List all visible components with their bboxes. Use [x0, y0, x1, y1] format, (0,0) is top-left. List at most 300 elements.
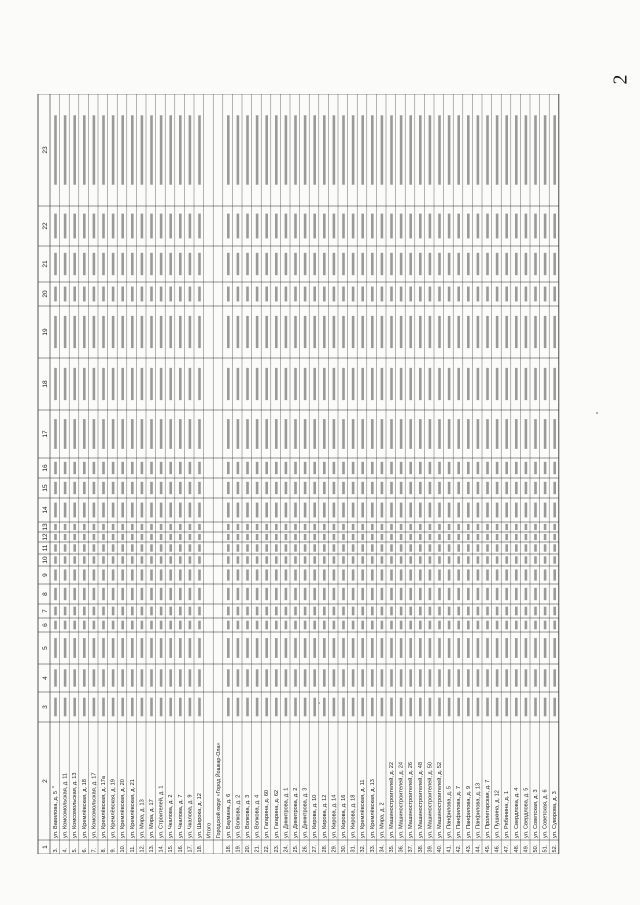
illegible-cell-value: [227, 287, 230, 302]
illegible-cell-value: [313, 419, 316, 449]
illegible-cell-value: [83, 569, 86, 580]
illegible-cell-value: [553, 115, 556, 184]
illegible-cell-value: [121, 524, 124, 530]
illegible-cell-value: [285, 569, 288, 580]
illegible-cell-value: [93, 214, 96, 239]
row-address: ул. Пролетарская, д. 7: [485, 779, 491, 838]
illegible-cell-value: [342, 534, 345, 540]
row-address: ул. Мира, д. 2: [379, 802, 386, 838]
illegible-cell-value: [73, 669, 76, 686]
illegible-cell-value: [544, 569, 547, 580]
row-number: 39.: [427, 844, 434, 853]
row-number: 20.: [245, 844, 251, 853]
illegible-cell-value: [419, 462, 422, 474]
illegible-cell-value: [534, 115, 537, 184]
illegible-cell-value: [150, 638, 153, 658]
illegible-cell-value: [64, 503, 67, 518]
illegible-cell-value: [141, 621, 144, 630]
illegible-cell-value: [131, 253, 134, 275]
illegible-cell-value: [438, 462, 441, 474]
illegible-cell-value: [544, 588, 547, 600]
illegible-cell-value: [265, 419, 268, 449]
illegible-cell-value: [457, 316, 460, 348]
illegible-cell-value: [553, 544, 556, 551]
illegible-cell-value: [285, 638, 288, 658]
illegible-cell-value: [313, 638, 316, 658]
illegible-cell-value: [496, 524, 499, 530]
illegible-cell-value: [131, 214, 134, 239]
illegible-cell-value: [64, 621, 67, 630]
illegible-cell-value: [496, 621, 499, 630]
illegible-cell-value: [553, 669, 556, 686]
illegible-cell-value: [198, 482, 201, 494]
illegible-cell-value: [448, 368, 451, 400]
row-address: ул. Гагарина, д. 62: [273, 789, 280, 838]
illegible-cell-value: [169, 287, 172, 302]
illegible-cell-value: [93, 419, 96, 449]
illegible-cell-value: [390, 316, 393, 348]
illegible-cell-value: [352, 638, 355, 658]
row-number: 12.: [139, 844, 146, 853]
illegible-cell-value: [256, 214, 259, 239]
illegible-cell-value: [361, 115, 364, 184]
illegible-cell-value: [371, 698, 374, 717]
illegible-cell-value: [246, 534, 249, 540]
scan-speck: [596, 412, 598, 414]
illegible-cell-value: [429, 368, 432, 400]
illegible-cell-value: [486, 316, 489, 348]
illegible-cell-value: [409, 482, 412, 494]
row-number: 48.: [513, 844, 520, 853]
illegible-cell-value: [323, 669, 326, 686]
illegible-cell-value: [73, 214, 76, 239]
illegible-cell-value: [544, 419, 547, 449]
row-address: ул. Советская, д. 3: [533, 789, 539, 838]
illegible-cell-value: [477, 419, 480, 449]
illegible-cell-value: [467, 698, 470, 717]
illegible-cell-value: [381, 214, 384, 239]
illegible-cell-value: [294, 556, 297, 563]
illegible-cell-value: [160, 368, 163, 400]
illegible-cell-value: [457, 544, 460, 551]
illegible-cell-value: [438, 482, 441, 494]
illegible-cell-value: [438, 607, 441, 616]
illegible-cell-value: [304, 534, 307, 540]
illegible-cell-value: [409, 638, 412, 658]
illegible-cell-value: [179, 607, 182, 616]
illegible-cell-value: [409, 115, 412, 184]
illegible-cell-value: [438, 368, 441, 400]
illegible-cell-value: [93, 462, 96, 474]
illegible-cell-value: [83, 253, 86, 275]
illegible-cell-value: [265, 214, 268, 239]
illegible-cell-value: [237, 368, 240, 400]
illegible-cell-value: [131, 669, 134, 686]
illegible-cell-value: [419, 524, 422, 530]
illegible-cell-value: [390, 462, 393, 474]
illegible-cell-value: [256, 253, 259, 275]
illegible-cell-value: [265, 482, 268, 494]
illegible-cell-value: [496, 544, 499, 551]
illegible-cell-value: [198, 503, 201, 518]
illegible-cell-value: [333, 482, 336, 494]
illegible-cell-value: [304, 316, 307, 348]
illegible-cell-value: [467, 316, 470, 348]
illegible-cell-value: [179, 462, 182, 474]
illegible-cell-value: [429, 544, 432, 551]
illegible-cell-value: [448, 607, 451, 616]
illegible-cell-value: [102, 569, 105, 580]
illegible-cell-value: [486, 607, 489, 616]
illegible-cell-value: [304, 503, 307, 518]
row-address: ул. Волкова, д. 3: [245, 794, 251, 838]
illegible-cell-value: [179, 419, 182, 449]
illegible-cell-value: [256, 503, 259, 518]
illegible-cell-value: [131, 368, 134, 400]
illegible-cell-value: [169, 544, 172, 551]
row-address: ул. Кирова, д. 16: [341, 794, 347, 838]
illegible-cell-value: [179, 588, 182, 600]
row-number: 14.: [158, 844, 165, 853]
illegible-cell-value: [112, 287, 115, 302]
illegible-cell-value: [256, 544, 259, 551]
illegible-cell-value: [342, 214, 345, 239]
illegible-cell-value: [496, 482, 499, 494]
illegible-cell-value: [419, 638, 422, 658]
illegible-cell-value: [141, 253, 144, 275]
illegible-cell-value: [467, 588, 470, 600]
illegible-cell-value: [54, 638, 57, 658]
illegible-cell-value: [361, 556, 364, 563]
illegible-cell-value: [275, 462, 278, 474]
illegible-cell-value: [275, 621, 278, 630]
illegible-cell-value: [285, 534, 288, 540]
illegible-cell-value: [477, 115, 480, 184]
illegible-cell-value: [54, 482, 57, 494]
illegible-cell-value: [448, 214, 451, 239]
illegible-cell-value: [342, 287, 345, 302]
illegible-cell-value: [467, 253, 470, 275]
illegible-cell-value: [102, 482, 105, 494]
illegible-cell-value: [496, 462, 499, 474]
illegible-cell-value: [419, 569, 422, 580]
illegible-cell-value: [553, 482, 556, 494]
illegible-cell-value: [400, 462, 403, 474]
illegible-cell-value: [496, 115, 499, 184]
illegible-cell-value: [304, 419, 307, 449]
illegible-cell-value: [419, 556, 422, 563]
illegible-cell-value: [515, 253, 518, 275]
illegible-cell-value: [285, 588, 288, 600]
illegible-cell-value: [189, 621, 192, 630]
illegible-cell-value: [189, 638, 192, 658]
illegible-cell-value: [265, 556, 268, 563]
illegible-cell-value: [160, 287, 163, 302]
illegible-cell-value: [141, 556, 144, 563]
illegible-cell-value: [83, 698, 86, 717]
illegible-cell-value: [448, 115, 451, 184]
illegible-cell-value: [505, 214, 508, 239]
illegible-cell-value: [227, 556, 230, 563]
illegible-cell-value: [275, 544, 278, 551]
illegible-cell-value: [534, 316, 537, 348]
illegible-cell-value: [54, 534, 57, 540]
illegible-cell-value: [275, 419, 278, 449]
illegible-cell-value: [131, 287, 134, 302]
illegible-cell-value: [477, 503, 480, 518]
illegible-cell-value: [179, 368, 182, 400]
illegible-cell-value: [102, 544, 105, 551]
illegible-cell-value: [400, 698, 403, 717]
illegible-cell-value: [477, 588, 480, 600]
illegible-cell-value: [371, 524, 374, 530]
illegible-cell-value: [131, 419, 134, 449]
illegible-cell-value: [515, 316, 518, 348]
illegible-cell-value: [342, 316, 345, 348]
illegible-cell-value: [304, 462, 307, 474]
illegible-cell-value: [83, 287, 86, 302]
illegible-cell-value: [160, 253, 163, 275]
illegible-cell-value: [505, 569, 508, 580]
illegible-cell-value: [515, 544, 518, 551]
illegible-cell-value: [438, 534, 441, 540]
illegible-cell-value: [169, 253, 172, 275]
illegible-cell-value: [179, 544, 182, 551]
illegible-cell-value: [323, 621, 326, 630]
illegible-cell-value: [505, 253, 508, 275]
illegible-cell-value: [198, 544, 201, 551]
illegible-cell-value: [275, 638, 278, 658]
row-number: 13.: [149, 844, 155, 853]
illegible-cell-value: [352, 534, 355, 540]
illegible-cell-value: [246, 419, 249, 449]
header-number: 8: [42, 592, 49, 596]
illegible-cell-value: [534, 482, 537, 494]
illegible-cell-value: [525, 419, 528, 449]
illegible-cell-value: [169, 569, 172, 580]
illegible-cell-value: [304, 588, 307, 600]
illegible-cell-value: [515, 482, 518, 494]
row-number: 47.: [504, 844, 511, 853]
illegible-cell-value: [256, 607, 259, 616]
row-number: 49.: [523, 844, 530, 853]
row-number: 4.: [62, 847, 69, 853]
illegible-cell-value: [496, 287, 499, 302]
illegible-cell-value: [227, 638, 230, 658]
illegible-cell-value: [323, 115, 326, 184]
illegible-cell-value: [121, 368, 124, 400]
illegible-cell-value: [246, 287, 249, 302]
illegible-cell-value: [141, 524, 144, 530]
illegible-cell-value: [227, 462, 230, 474]
illegible-cell-value: [169, 669, 172, 686]
illegible-cell-value: [160, 503, 163, 518]
illegible-cell-value: [160, 698, 163, 717]
illegible-cell-value: [112, 534, 115, 540]
illegible-cell-value: [189, 115, 192, 184]
row-address: ул. Кремлёвская, д. 11: [360, 779, 367, 838]
illegible-cell-value: [313, 534, 316, 540]
row-number: 18.: [197, 844, 203, 853]
illegible-cell-value: [525, 621, 528, 630]
illegible-cell-value: [304, 698, 307, 717]
illegible-cell-value: [496, 698, 499, 717]
illegible-cell-value: [361, 621, 364, 630]
illegible-cell-value: [121, 316, 124, 348]
illegible-cell-value: [448, 544, 451, 551]
illegible-cell-value: [64, 534, 67, 540]
illegible-cell-value: [381, 419, 384, 449]
illegible-cell-value: [285, 316, 288, 348]
illegible-cell-value: [400, 621, 403, 630]
illegible-cell-value: [198, 621, 201, 630]
illegible-cell-value: [505, 669, 508, 686]
illegible-cell-value: [448, 621, 451, 630]
illegible-cell-value: [54, 569, 57, 580]
illegible-cell-value: [400, 544, 403, 551]
illegible-cell-value: [553, 462, 556, 474]
illegible-cell-value: [179, 253, 182, 275]
illegible-cell-value: [505, 368, 508, 400]
illegible-cell-value: [150, 556, 153, 563]
row-number: 34.: [379, 844, 386, 853]
illegible-cell-value: [457, 607, 460, 616]
illegible-cell-value: [150, 368, 153, 400]
row-number: 51.: [542, 844, 549, 853]
illegible-cell-value: [381, 544, 384, 551]
illegible-cell-value: [467, 556, 470, 563]
illegible-cell-value: [102, 214, 105, 239]
illegible-cell-value: [304, 621, 307, 630]
illegible-cell-value: [419, 115, 422, 184]
illegible-cell-value: [544, 287, 547, 302]
illegible-cell-value: [390, 368, 393, 400]
illegible-cell-value: [381, 316, 384, 348]
illegible-cell-value: [505, 115, 508, 184]
illegible-cell-value: [352, 556, 355, 563]
illegible-cell-value: [141, 482, 144, 494]
illegible-cell-value: [246, 556, 249, 563]
illegible-cell-value: [189, 316, 192, 348]
illegible-cell-value: [457, 569, 460, 580]
illegible-cell-value: [179, 214, 182, 239]
illegible-cell-value: [515, 698, 518, 717]
illegible-cell-value: [112, 503, 115, 518]
illegible-cell-value: [496, 368, 499, 400]
illegible-cell-value: [438, 638, 441, 658]
illegible-cell-value: [553, 621, 556, 630]
illegible-cell-value: [496, 419, 499, 449]
illegible-cell-value: [102, 316, 105, 348]
illegible-cell-value: [275, 253, 278, 275]
illegible-cell-value: [121, 556, 124, 563]
illegible-cell-value: [102, 669, 105, 686]
illegible-cell-value: [150, 462, 153, 474]
row-address: ул. Панфилова, д. 9: [465, 785, 472, 838]
illegible-cell-value: [112, 556, 115, 563]
illegible-cell-value: [83, 621, 86, 630]
illegible-cell-value: [93, 607, 96, 616]
illegible-cell-value: [409, 287, 412, 302]
illegible-cell-value: [390, 556, 393, 563]
row-number: 28.: [321, 844, 328, 853]
illegible-cell-value: [265, 638, 268, 658]
illegible-cell-value: [102, 253, 105, 275]
illegible-cell-value: [102, 115, 105, 184]
illegible-cell-value: [371, 534, 374, 540]
illegible-cell-value: [102, 621, 105, 630]
illegible-cell-value: [275, 115, 278, 184]
illegible-cell-value: [265, 544, 268, 551]
row-address: ул. Суворова, д. 3: [552, 791, 559, 838]
illegible-cell-value: [496, 607, 499, 616]
illegible-cell-value: [477, 621, 480, 630]
illegible-cell-value: [371, 544, 374, 551]
illegible-cell-value: [285, 253, 288, 275]
illegible-cell-value: [150, 115, 153, 184]
illegible-cell-value: [390, 698, 393, 717]
illegible-cell-value: [131, 534, 134, 540]
illegible-cell-value: [544, 253, 547, 275]
row-number: 43.: [465, 844, 472, 853]
illegible-cell-value: [294, 287, 297, 302]
illegible-cell-value: [333, 544, 336, 551]
illegible-cell-value: [457, 534, 460, 540]
illegible-cell-value: [256, 698, 259, 717]
illegible-cell-value: [534, 556, 537, 563]
illegible-cell-value: [150, 419, 153, 449]
illegible-cell-value: [390, 115, 393, 184]
illegible-cell-value: [544, 698, 547, 717]
illegible-cell-value: [333, 569, 336, 580]
illegible-cell-value: [477, 253, 480, 275]
illegible-cell-value: [179, 569, 182, 580]
row-address: ул. Кремлёвская, д. 19: [110, 779, 117, 838]
illegible-cell-value: [438, 669, 441, 686]
illegible-cell-value: [352, 621, 355, 630]
illegible-cell-value: [457, 115, 460, 184]
illegible-cell-value: [333, 115, 336, 184]
row-number: 45.: [485, 844, 491, 853]
illegible-cell-value: [179, 669, 182, 686]
illegible-cell-value: [227, 419, 230, 449]
illegible-cell-value: [64, 419, 67, 449]
row-address: ул. Димитрова, д. 1: [283, 787, 290, 838]
illegible-cell-value: [102, 638, 105, 658]
illegible-cell-value: [534, 253, 537, 275]
illegible-cell-value: [189, 462, 192, 474]
illegible-cell-value: [246, 669, 249, 686]
illegible-cell-value: [169, 115, 172, 184]
illegible-cell-value: [73, 462, 76, 474]
illegible-cell-value: [429, 607, 432, 616]
illegible-cell-value: [381, 556, 384, 563]
scan-speck: [52, 786, 54, 788]
illegible-cell-value: [83, 638, 86, 658]
illegible-cell-value: [534, 419, 537, 449]
illegible-cell-value: [198, 524, 201, 530]
illegible-cell-value: [246, 462, 249, 474]
illegible-cell-value: [419, 253, 422, 275]
row-number: 19.: [235, 844, 242, 853]
illegible-cell-value: [352, 482, 355, 494]
illegible-cell-value: [160, 462, 163, 474]
illegible-cell-value: [525, 607, 528, 616]
illegible-cell-value: [179, 287, 182, 302]
header-number: 13: [42, 523, 49, 531]
illegible-cell-value: [112, 214, 115, 239]
illegible-cell-value: [477, 214, 480, 239]
